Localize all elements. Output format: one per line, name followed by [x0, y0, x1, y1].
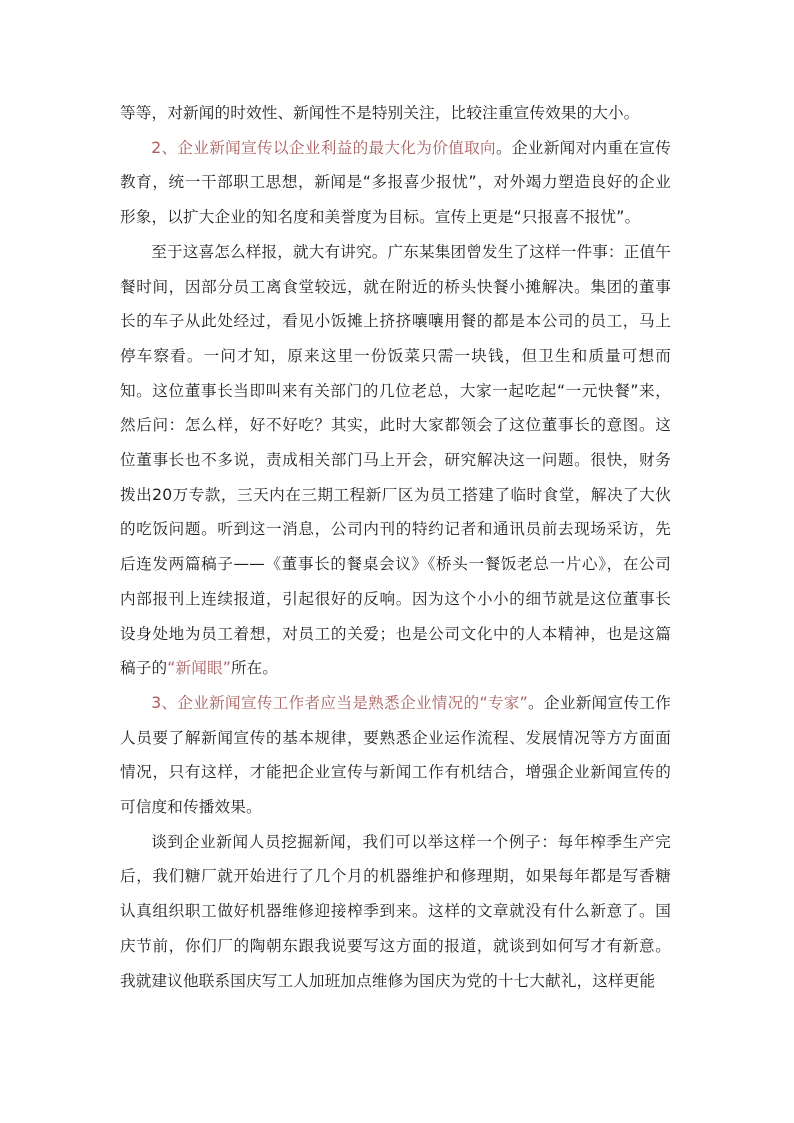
paragraph-1-text: 等等，对新闻的时效性、新闻性不是特别关注，比较注重宣传效果的大小。: [120, 104, 640, 122]
paragraph-4: [120, 686, 671, 825]
paragraph-2-text: 。企业新闻对内重在宣传教育，统一干部职工思想，新闻是“多报喜少报忧”，对外竭力塑造良好的企业形象，以扩大企业的知名度和美誉度为目标。宣传上更是“只报喜不报忧”。: [120, 138, 671, 227]
paragraph-3: [120, 235, 671, 686]
body-text: [120, 96, 671, 998]
section-heading-2: 2、企业新闻宣传以企业利益的最大化为价值取向: [151, 138, 496, 157]
paragraph-5-text: 谈到企业新闻人员挖掘新闻，我们可以举这样一个例子：每年榨季生产完后，我们糖厂就开始进行了几个月的机器维护和修理期，如果每年都是写香糖认真组织职工做好机器维修迎接榨季到来。这样的文章就没有什么新意了。国庆节前，你们厂的陶朝东跟我说要写这方面的报道，就谈到如何写才有新意。我就建议他联系国庆写工人加班加点维修为国庆为党的十七大献礼，这样更能: [120, 832, 671, 990]
paragraph-3-tail: 所在。: [230, 659, 279, 678]
news-eye-highlight: “新闻眼”: [167, 659, 231, 678]
paragraph-5: [120, 825, 671, 999]
section-heading-3: 3、企业新闻宣传工作者应当是熟悉企业情况的“专家”: [151, 693, 528, 712]
paragraph-4-text: 。企业新闻宣传工作人员要了解新闻宣传的基本规律，要熟悉企业运作流程、发展情况等方方面面情况，只有这样，才能把企业宣传与新闻工作有机结合，增强企业新闻宣传的可信度和传播效果。: [120, 693, 671, 817]
paragraph-2: [120, 131, 671, 235]
paragraph-3-text: 至于这喜怎么样报，就大有讲究。广东某集团曾发生了这样一件事：正值午餐时间，因部分员工离食堂较远，就在附近的桥头快餐小摊解决。集团的董事长的车子从此处经过，看见小饭摊上挤挤嚷嚷用餐的都是本公司的员工，马上停车察看。一问才知，原来这里一份饭菜只需一块钱，但卫生和质量可想而知。这位董事长当即叫来有关部门的几位老总，大家一起吃起“一元快餐”来，然后问：怎么样，好不好吃？其实，此时大家都领会了这位董事长的意图。这位董事长也不多说，责成相关部门马上开会，研究解决这一问题。很快，财务拨出20万专款，三天内在三期工程新厂区为员工搭建了临时食堂，解决了大伙的吃饭问题。听到这一消息，公司内刊的特约记者和通讯员前去现场采访，先后连发两篇稿子——《董事长的餐桌会议》《桥头一餐饭老总一片心》，在公司内部报刊上连续报道，引起很好的反响。因为这个小小的细节就是这位董事长设身处地为员工着想，对员工的关爱；也是公司文化中的人本精神，也是这篇稿子的: [120, 242, 671, 678]
paragraph-1: [120, 96, 671, 131]
